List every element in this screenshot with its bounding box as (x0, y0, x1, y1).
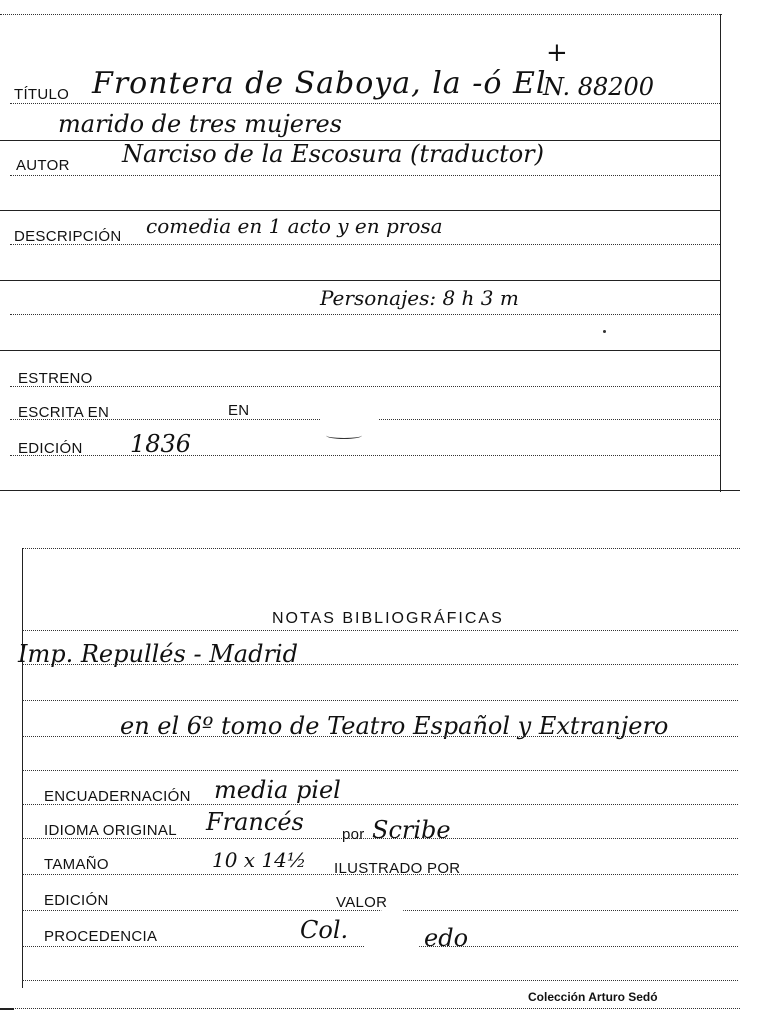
encuadernacion-label: ENCUADERNACIÓN (44, 788, 191, 805)
ilustrado-por-label: ILUSTRADO POR (334, 860, 461, 877)
procedencia-value-a: Col. (300, 916, 349, 944)
encuadernacion-value: media piel (214, 776, 341, 804)
card1-rule (0, 350, 720, 351)
autor-value: Narciso de la Escosura (traductor) (122, 140, 544, 168)
card2-top-border (22, 548, 740, 549)
ink-speck (603, 330, 606, 333)
titulo-line1: Frontera de Saboya, la -ó El (92, 66, 547, 101)
por-value: Scribe (372, 816, 451, 844)
procedencia-label: PROCEDENCIA (44, 928, 158, 945)
pencil-stroke (326, 432, 362, 439)
catalog-number: N. 88200 (543, 73, 655, 101)
valor-label: VALOR (336, 894, 388, 911)
card1-rule (10, 103, 720, 104)
tamano-value: 10 x 14½ (212, 848, 307, 872)
estreno-label: ESTRENO (18, 370, 93, 387)
card1-rule (0, 280, 720, 281)
collection-credit: Colección Arturo Sedó (528, 990, 658, 1004)
descripcion-label: DESCRIPCIÓN (14, 228, 122, 245)
procedencia-value-b: edo (424, 924, 469, 952)
card1-rule (0, 210, 720, 211)
edicion-value: 1836 (130, 430, 192, 458)
card2-rule (22, 630, 738, 631)
titulo-line2: marido de tres mujeres (58, 110, 342, 138)
escrita-en-label: ESCRITA EN (18, 404, 110, 421)
notas-heading: NOTAS BIBLIOGRÁFICAS (272, 610, 504, 627)
note-line2: en el 6º tomo de Teatro Español y Extranjero (120, 712, 669, 740)
idioma-original-label: IDIOMA ORIGINAL (44, 822, 177, 839)
titulo-label: TÍTULO (14, 86, 70, 103)
card2-rule (22, 980, 738, 981)
card2-rule (22, 700, 738, 701)
card1-bottom-border (0, 490, 740, 491)
note-line1: Imp. Repullés - Madrid (18, 640, 298, 668)
corner-dash (0, 1008, 14, 1010)
card1-rule (10, 455, 720, 456)
card2-rule (22, 770, 738, 771)
card2-left-border (22, 548, 23, 988)
card2-rule (22, 664, 738, 665)
descripcion-value: comedia en 1 acto y en prosa (146, 214, 443, 238)
edicion-label: EDICIÓN (18, 440, 83, 457)
edicion2-label: EDICIÓN (44, 892, 109, 909)
autor-label: AUTOR (16, 157, 70, 174)
numero-cross: + (546, 38, 569, 68)
card1-right-border (720, 14, 721, 492)
card2-rule (22, 736, 738, 737)
card1-top-border (0, 14, 722, 15)
en-label: EN (228, 402, 250, 419)
idioma-original-value: Francés (206, 808, 304, 836)
card1-rule (10, 175, 720, 176)
por-label: por (342, 826, 365, 843)
card1-rule (10, 314, 720, 315)
tamano-label: TAMAÑO (44, 856, 109, 873)
erased-mark (364, 908, 420, 970)
personajes-value: Personajes: 8 h 3 m (320, 286, 519, 310)
card1-rule (10, 386, 720, 387)
card2-bottom-border (0, 1008, 740, 1009)
